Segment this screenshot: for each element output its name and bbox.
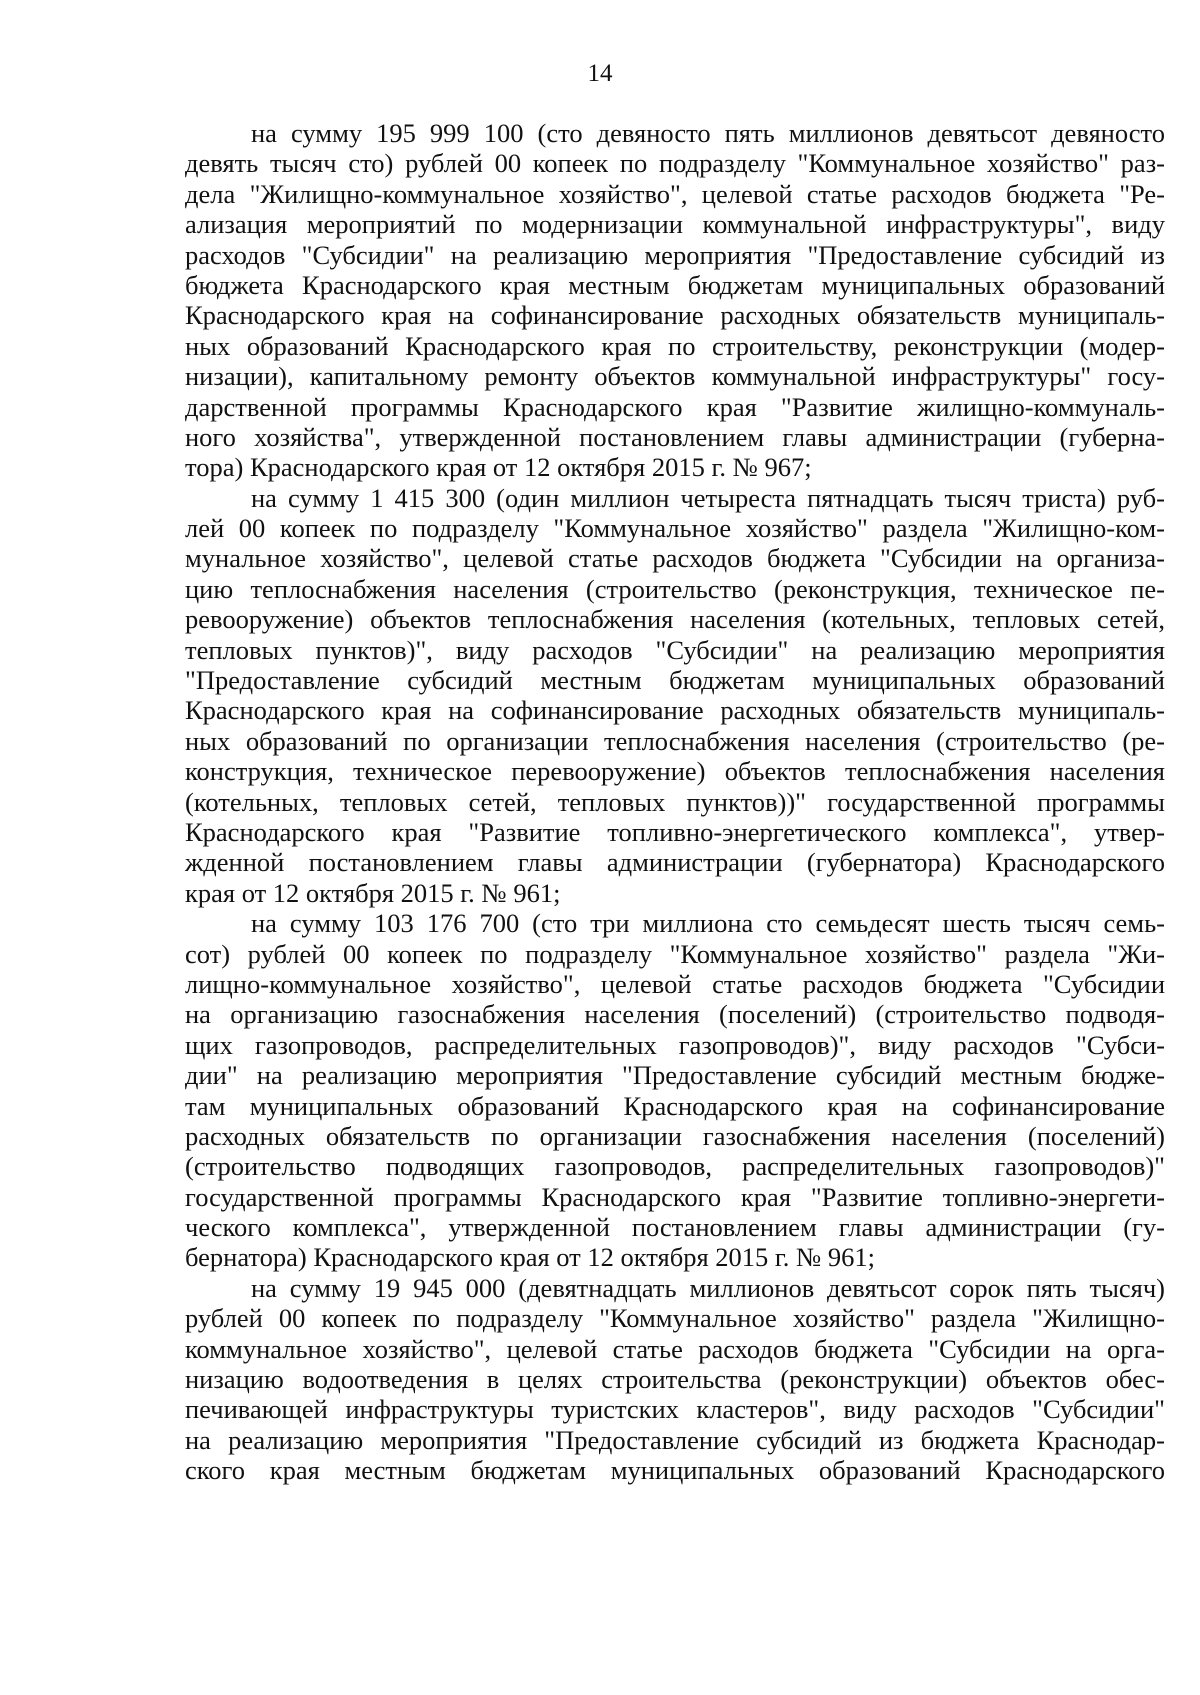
text-line: тепловых пунктов)", виду расходов "Субсидии" на реализацию мероприятия (185, 634, 1165, 665)
text-line: дарственной программы Краснодарского края "Развитие жилищно-коммуналь- (185, 391, 1165, 422)
text-line: девять тысяч сто) рублей 00 копеек по подразделу "Коммунальное хозяйство" раз- (185, 148, 1165, 179)
text-line: Краснодарского края на софинансирование расходных обязательств муниципаль- (185, 695, 1165, 726)
paragraph-1 (185, 118, 1165, 483)
text-line: конструкция, техническое перевооружение) объектов теплоснабжения населения (185, 756, 1165, 787)
text-line: края от 12 октября 2015 г. № 961; (185, 877, 561, 908)
text-line: ных образований по организации теплоснабжения населения (строительство (ре- (185, 725, 1165, 756)
text-line: цию теплоснабжения населения (строительство (реконструкция, техническое пе- (185, 573, 1165, 604)
text-line: на сумму 195 999 100 (сто девяносто пять миллионов девятьсот девяносто (251, 118, 1165, 148)
text-line: сот) рублей 00 копеек по подразделу "Коммунальное хозяйство" раздела "Жи- (185, 938, 1165, 969)
text-line: коммунальное хозяйство", целевой статье расходов бюджета "Субсидии на орга- (185, 1333, 1165, 1364)
text-line: дела "Жилищно-коммунальное хозяйство", целевой статье расходов бюджета "Ре- (185, 178, 1165, 209)
paragraph-3 (185, 908, 1165, 1273)
paragraph-2 (185, 483, 1165, 908)
text-line: мунальное хозяйство", целевой статье расходов бюджета "Субсидии на организа- (185, 543, 1165, 574)
text-line: бюджета Краснодарского края местным бюджетам муниципальных образований (185, 269, 1165, 300)
page-number: 14 (587, 60, 613, 87)
text-line: (котельных, тепловых сетей, тепловых пунктов))" государственной программы (185, 786, 1165, 817)
text-line: дии" на реализацию мероприятия "Предоставление субсидий местным бюдже- (185, 1060, 1165, 1091)
text-line: ского края местным бюджетам муниципальных образований Краснодарского (185, 1455, 1165, 1486)
text-line: Краснодарского края на софинансирование расходных обязательств муниципаль- (185, 300, 1165, 331)
text-line: низации), капитальному ремонту объектов коммунальной инфраструктуры" госу- (185, 361, 1165, 392)
text-line: ных образований Краснодарского края по строительству, реконструкции (модер- (185, 330, 1165, 361)
text-line: Краснодарского края "Развитие топливно-энергетического комплекса", утвер- (185, 816, 1165, 847)
text-line: бернатора) Краснодарского края от 12 октября 2015 г. № 961; (185, 1242, 876, 1273)
text-line: там муниципальных образований Краснодарского края на софинансирование (185, 1090, 1165, 1121)
text-line: (строительство подводящих газопроводов, распределительных газопроводов)" (185, 1151, 1165, 1182)
text-line: "Предоставление субсидий местным бюджетам муниципальных образований (185, 665, 1165, 696)
text-line: ческого комплекса", утвержденной постановлением главы администрации (гу- (185, 1212, 1165, 1243)
document-body (185, 118, 1165, 1486)
text-line: лей 00 копеек по подразделу "Коммунальное хозяйство" раздела "Жилищно-ком- (185, 513, 1165, 544)
text-line: лищно-коммунальное хозяйство", целевой статье расходов бюджета "Субсидии (185, 968, 1165, 999)
text-line: расходных обязательств по организации газоснабжения населения (поселений) (185, 1120, 1165, 1151)
text-line: расходов "Субсидии" на реализацию мероприятия "Предоставление субсидий из (185, 239, 1165, 270)
text-line: ревооружение) объектов теплоснабжения населения (котельных, тепловых сетей, (185, 604, 1165, 635)
text-line: на реализацию мероприятия "Предоставление субсидий из бюджета Краснодар- (185, 1424, 1165, 1455)
text-line: на сумму 103 176 700 (сто три миллиона сто семьдесят шесть тысяч семь- (251, 908, 1165, 939)
text-line: тора) Краснодарского края от 12 октября 2015 г. № 967; (185, 452, 812, 483)
text-line: на сумму 19 945 000 (девятнадцать миллионов девятьсот сорок пять тысяч) (251, 1272, 1165, 1303)
text-line: государственной программы Краснодарского края "Развитие топливно-энергети- (185, 1181, 1165, 1212)
text-line: щих газопроводов, распределительных газопроводов)", виду расходов "Субси- (185, 1029, 1165, 1060)
text-line: рублей 00 копеек по подразделу "Коммунальное хозяйство" раздела "Жилищно- (185, 1303, 1165, 1334)
text-line: ализация мероприятий по модернизации коммунальной инфраструктуры", виду (185, 209, 1165, 240)
text-line: на сумму 1 415 300 (один миллион четыреста пятнадцать тысяч триста) руб- (251, 482, 1165, 513)
text-line: жденной постановлением главы администрации (губернатора) Краснодарского (185, 847, 1165, 878)
text-line: низацию водоотведения в целях строительства (реконструкции) объектов обес- (185, 1364, 1165, 1395)
paragraph-4 (185, 1273, 1165, 1486)
text-line: ного хозяйства", утвержденной постановлением главы администрации (губерна- (185, 421, 1165, 452)
text-line: на организацию газоснабжения населения (поселений) (строительство подводя- (185, 999, 1165, 1030)
text-line: печивающей инфраструктуры туристских кластеров", виду расходов "Субсидии" (185, 1394, 1165, 1425)
